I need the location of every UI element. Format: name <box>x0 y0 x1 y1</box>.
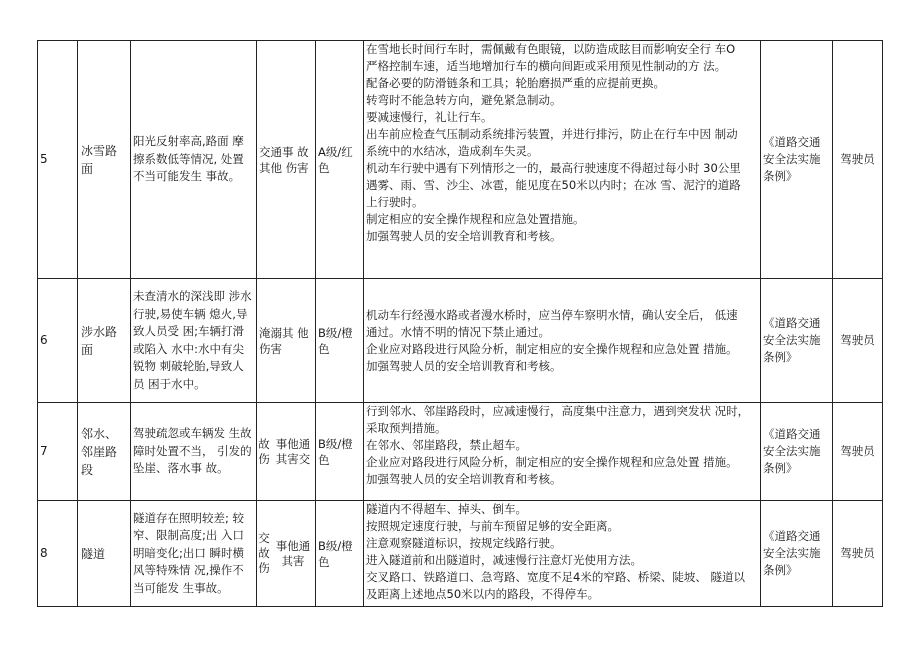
measure-line: 配备必要的防滑链条和工具；轮胎磨损严重的应提前更换。 <box>366 76 665 90</box>
measure-line: 进入隧道前和出隧道时，减速慢行注意灯光使用方法。 <box>366 553 642 567</box>
row-number: 7 <box>38 403 78 501</box>
measure-line: 行到邻水、邻崖路段时，应减速慢行，高度集中注意力，遇到突发状 况时， <box>366 404 750 418</box>
hazard-cause: 驾驶疏忽或车辆发 生故障时处置不当， 引发的坠崖、落水事 故。 <box>131 403 257 501</box>
consequence <box>257 403 316 501</box>
measure-line: 加强驾驶人员的安全培训教育和考核。 <box>366 358 562 373</box>
risk-level: B级/橙色 <box>316 403 364 501</box>
measure-line: 机动车行驶中遇有下列情形之一的，最高行驶速度不得超过每小时 30公里 <box>366 161 741 175</box>
responsible-party: 驾驶员 <box>833 279 883 403</box>
hazard-cause: 隧道存在照明较差; 较窄、限制高度;出 入口明暗变化;出口 瞬时横风等特殊情 况,操作不当可能发 生事故。 <box>131 501 257 607</box>
measure-line: 通过。水情不明的情况下禁止通过。 <box>366 324 550 339</box>
measure-line: 要减速慢行，礼让行车。 <box>366 110 493 124</box>
measure-line: 在邻水、邻崖路段，禁止超车。 <box>366 438 527 452</box>
hazard-cause: 未查清水的深浅即 涉水行驶,易使车辆 熄火,导致人员受 困;车辆打滑或陷入 水中:水中有尖锐物 刺破轮胎,导致人员 困于水中。 <box>131 279 257 403</box>
control-measures <box>364 279 761 403</box>
legal-basis: 《道路交通安全法实施条例》 <box>761 41 833 279</box>
measure-line: 隧道内不得超车、掉头、倒车。 <box>366 502 527 516</box>
measure-line: 加强驾驶人员的安全培训教育和考核。 <box>366 229 562 243</box>
legal-basis: 《道路交通安全法实施条例》 <box>761 403 833 501</box>
row-number: 5 <box>38 41 78 279</box>
measure-line: 在雪地长时间行车时，需佩戴有色眼镜，以防造成眩目而影响安全行 车O <box>366 42 736 56</box>
measure-line: 上行驶时。 <box>366 195 424 209</box>
road-type: 隧道 <box>78 501 131 607</box>
responsible-party: 驾驶员 <box>833 403 883 501</box>
responsible-party: 驾驶员 <box>833 41 883 279</box>
hazard-cause: 阳光反射率高,路面 摩擦系数低等情况, 处置不当可能发生 事故。 <box>131 41 257 279</box>
responsible-party: 驾驶员 <box>833 501 883 607</box>
measure-line: 加强驾驶人员的安全培训教育和考核。 <box>366 472 562 486</box>
measure-line: 交叉路口、铁路道口、急弯路、宽度不足4米的窄路、桥梁、陡坡、 隧道以 <box>366 570 745 584</box>
measure-line: 机动车行经漫水路或者漫水桥时，应当停车察明水情，确认安全后， 低速 <box>366 307 738 322</box>
risk-level: B级/橙色 <box>316 279 364 403</box>
measure-line: 注意观察隧道标识，按规定线路行驶。 <box>366 536 562 550</box>
table-row <box>38 501 883 607</box>
control-measures <box>364 501 761 607</box>
measure-line: 企业应对路段进行风险分析，制定相应的安全操作规程和应急处置 措施。 <box>366 341 738 356</box>
legal-basis: 《道路交通安全法实施条例》 <box>761 279 833 403</box>
table-row <box>38 41 883 279</box>
row-number: 8 <box>38 501 78 607</box>
consequence: 淹溺其 他伤害 <box>257 279 316 403</box>
road-type: 邻水、邻崖路段 <box>78 403 131 501</box>
control-measures <box>364 403 761 501</box>
measure-line: 企业应对路段进行风险分析，制定相应的安全操作规程和应急处置 措施。 <box>366 455 738 469</box>
measure-line: 系统中的水结冰，造成刹车失灵。 <box>366 144 539 158</box>
control-measures <box>364 41 761 279</box>
hazard-table <box>37 40 883 607</box>
table-row <box>38 403 883 501</box>
measure-line: 制定相应的安全操作规程和应急处置措施。 <box>366 212 585 226</box>
table-row <box>38 279 883 403</box>
road-type: 涉水路面 <box>78 279 131 403</box>
measure-line: 采取预判措施。 <box>366 421 447 435</box>
consequence-left: 故伤 <box>258 436 270 466</box>
consequence: 交通事 故其他 伤害 <box>257 41 316 279</box>
measure-line: 按照规定速度行驶，与前车预留足够的安全距离。 <box>366 519 619 533</box>
consequence-right: 事他通其害 <box>275 538 311 568</box>
measure-line: 遇雾、雨、雪、沙尘、冰雹，能见度在50米以内时；在冰 雪、泥泞的道路 <box>366 178 741 192</box>
consequence-right: 事他通其害交 <box>275 436 311 466</box>
legal-basis: 《道路交通安全法实施条例》 <box>761 501 833 607</box>
measure-line: 转弯时不能急转方向，避免紧急制动。 <box>366 93 562 107</box>
measure-line: 严格控制车速，适当地增加行车的横向间距或采用预见性制动的方 法。 <box>366 59 727 73</box>
measure-line: 出车前应检查气压制动系统排污装置，并进行排污，防止在行车中因 制动 <box>366 127 738 141</box>
road-type: 冰雪路面 <box>78 41 131 279</box>
measure-line: 及距离上述地点50米以内的路段，不得停车。 <box>366 587 600 601</box>
row-number: 6 <box>38 279 78 403</box>
consequence <box>257 501 316 607</box>
risk-level: B级/橙色 <box>316 501 364 607</box>
risk-level: A级/红色 <box>316 41 364 279</box>
consequence-left: 交故伤 <box>258 531 270 575</box>
